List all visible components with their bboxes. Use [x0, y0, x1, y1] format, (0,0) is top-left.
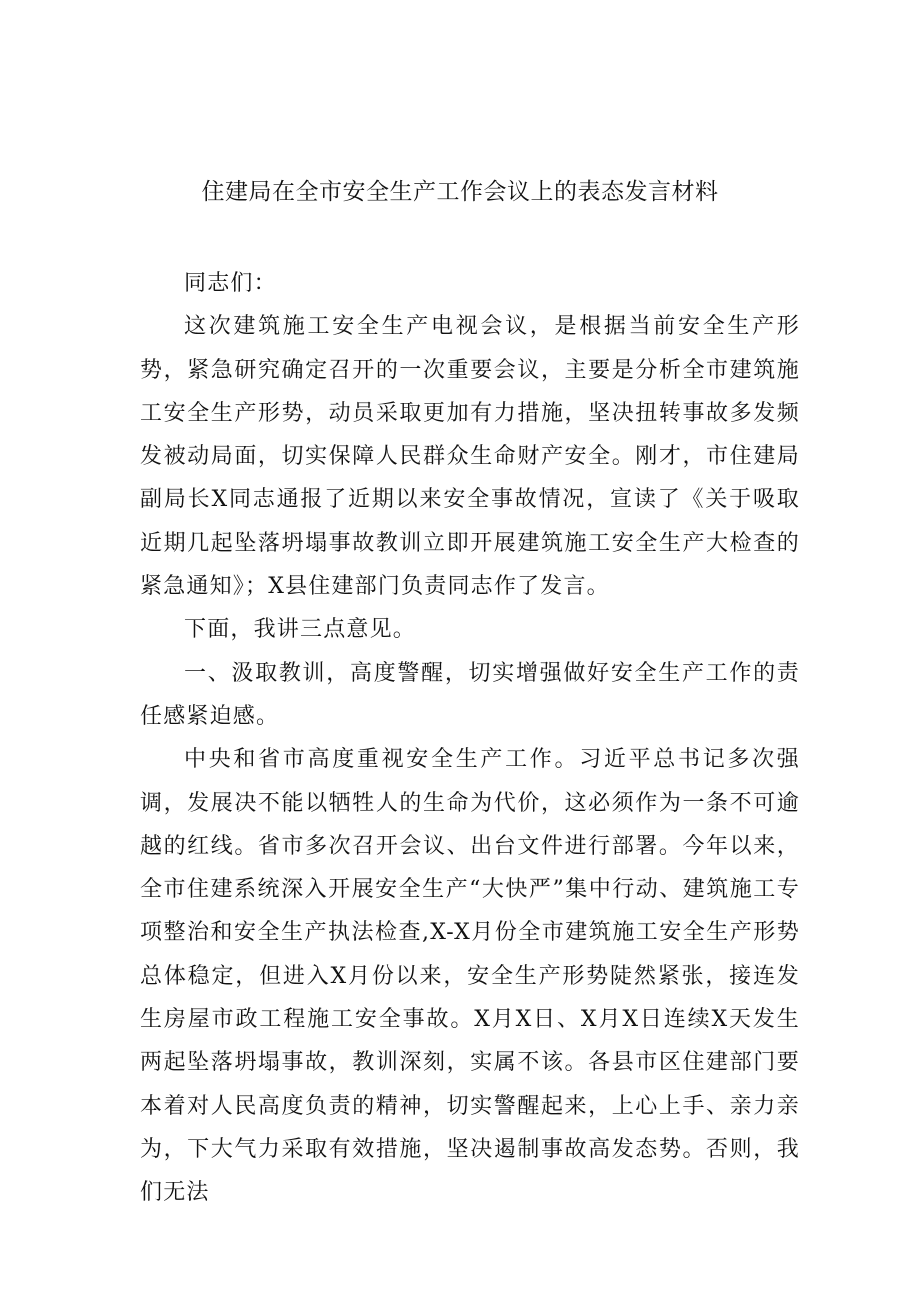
salutation: 同志们：: [184, 271, 277, 296]
paragraph: 下面，我讲三点意见。: [184, 617, 417, 643]
section-heading: 一、汲取教训，高度警醒，切实增强做好安全生产工作的责任感紧迫感。: [140, 660, 800, 729]
paragraph: 这次建筑施工安全生产电视会议，是根据当前安全生产形势，紧急研究确定召开的一次重要会议，主要是分析全市建筑施工安全生产形势，动员采取更加有力措施，坚决扭转事故多发频发被动局面，切实保障人民群众生命财产安全。刚才，市住建局副局长X同志通报了近期以来安全事故情况，宣读了《关于吸取近期几起坠落坍塌事故教训立即开展建筑施工安全生产大检查的紧急通知》；X县住建部门负责同志作了发言。: [140, 314, 800, 600]
paragraph: 中央和省市高度重视安全生产工作。习近平总书记多次强调，发展决不能以牺牲人的生命为代价，这必须作为一条不可逾越的红线。省市多次召开会议、出台文件进行部署。今年以来，全市住建系统深入开展安全生产“大快严”集中行动、建筑施工专项整治和安全生产执法检查,X-X月份全市建筑施工安全生产形势总体稳定，但进入X月份以来，安全生产形势陡然紧张，接连发生房屋市政工程施工安全事故。X月X日、X月X日连续X天发生两起坠落坍塌事故，教训深刻，实属不该。各县市区住建部门要本着对人民高度负责的精神，切实警醒起来，上心上手、亲力亲为，下大气力采取有效措施，坚决遏制事故高发态势。否则，我们无法: [140, 747, 800, 1206]
document-body: [140, 262, 800, 1215]
document-title: 住建局在全市安全生产工作会议上的表态发言材料: [201, 179, 719, 205]
